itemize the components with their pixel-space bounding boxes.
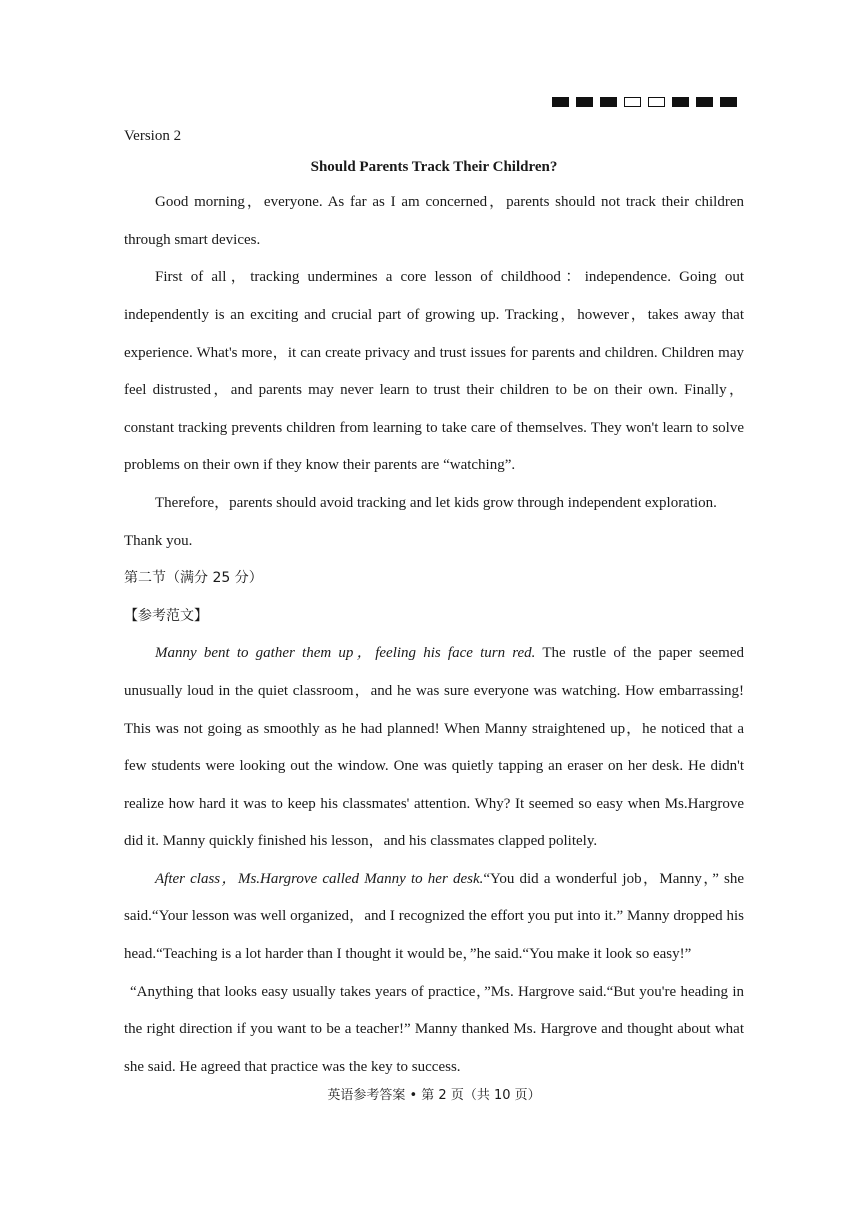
essay-paragraph: Therefore，parents should avoid tracking and let kids grow through independent exploration. xyxy=(155,494,717,511)
header-mark xyxy=(648,97,665,107)
header-mark xyxy=(576,97,593,107)
page-footer: 英语参考答案 • 第 2 页（共 10 页） xyxy=(327,1088,541,1103)
header-mark xyxy=(552,97,569,107)
story-text: The rustle of the paper seemed unusually loud in the quiet classroom，and he was sure everyone was watching. How embarrassing! This was not going as smoothly as he had planned! When Manny straightened up，he noticed that a few students were looking out the window. One was quietly tapping an eraser on her desk. He didn't realize how hard it was to keep his classmates' attention. Why? It seemed so easy when Ms.Hargrove did it. Manny quickly finished his lesson，and his classmates clapped politely. xyxy=(124,645,744,850)
story-text: “You did a wonderful job，Manny，” she said.“Your lesson was well organized，and I recognized the effort you put into it.” Manny dropped his head.“Teaching is a lot harder than I thought it would be，”he said.“You make it look so easy!” xyxy=(124,870,744,963)
header-mark xyxy=(672,97,689,107)
story-italic-opening: Manny bent to gather them up，feeling his face turn red. xyxy=(155,645,536,662)
header-mark xyxy=(600,97,617,107)
essay-title: Should Parents Track Their Children? xyxy=(310,158,558,175)
reference-label: 【参考范文】 xyxy=(124,607,208,624)
story-italic-opening: After class，Ms.Hargrove called Manny to her desk. xyxy=(155,870,484,887)
closing-line: Thank you. xyxy=(124,532,193,549)
essay-paragraph: Good morning，everyone. As far as I am concerned，parents should not track their children through smart devices. xyxy=(124,194,744,248)
section-heading: 第二节（满分 25 分） xyxy=(124,570,263,587)
essay-paragraph: First of all，tracking undermines a core lesson of childhood：independence. Going out independently is an exciting and crucial part of growing up. Tracking，however，takes away that experience. What's more，it can create privacy and trust issues for parents and children. Children may feel distrusted，and parents may never learn to trust their children to be on their own. Finally，constant tracking prevents children from learning to take care of themselves. They won't learn to solve problems on their own if they know their parents are “watching”. xyxy=(124,269,744,474)
header-mark xyxy=(696,97,713,107)
version-label: Version 2 xyxy=(124,128,182,144)
header-mark xyxy=(624,97,641,107)
page-content xyxy=(124,118,744,1086)
story-paragraph xyxy=(124,861,744,974)
header-mark xyxy=(720,97,737,107)
story-paragraph xyxy=(124,635,744,861)
story-paragraph: “Anything that looks easy usually takes years of practice，”Ms. Hargrove said.“But you're heading in the right direction if you want to be a teacher!” Manny thanked Ms. Hargrove and thought about what she said. He agreed that practice was the key to success. xyxy=(124,983,744,1075)
header-marks xyxy=(552,97,737,107)
